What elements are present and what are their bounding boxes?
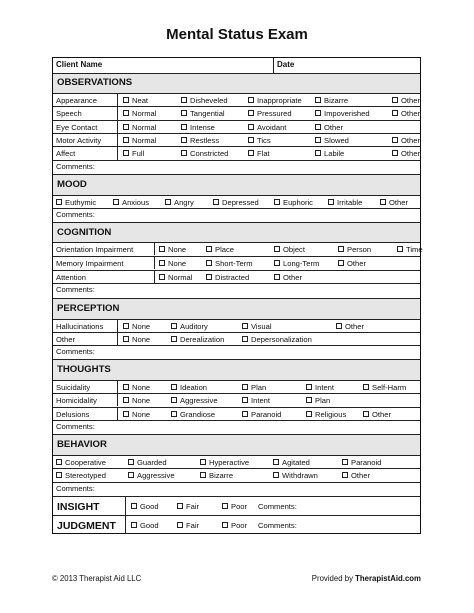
option-label: Neat — [132, 96, 149, 105]
observations-row-appearance — [53, 93, 420, 107]
behavior-row — [53, 455, 420, 469]
option-label: Person — [347, 245, 372, 254]
option-label: Intent — [251, 396, 270, 405]
judgment-row — [53, 515, 420, 534]
option-short-term[interactable] — [206, 257, 253, 270]
mood-comments[interactable] — [53, 208, 420, 222]
thoughts-comments[interactable] — [53, 420, 420, 434]
option-aggressive[interactable] — [128, 469, 175, 482]
row-label: Homicidality — [56, 396, 97, 405]
option-label: Irritable — [337, 198, 363, 207]
checkbox-icon[interactable] — [222, 503, 228, 509]
checkbox-icon[interactable] — [392, 150, 398, 156]
divider — [125, 516, 126, 534]
option-intent[interactable] — [242, 394, 270, 407]
checkbox-icon[interactable] — [274, 274, 280, 280]
option-good[interactable] — [131, 519, 159, 532]
checkbox-icon[interactable] — [306, 397, 312, 403]
observations-row-speech — [53, 106, 420, 120]
row-label: Orientation Impairment — [56, 245, 134, 254]
option-label: Intent — [315, 383, 334, 392]
option-label: Depersonalization — [251, 335, 312, 344]
checkbox-icon[interactable] — [242, 336, 248, 342]
option-label: Other — [401, 149, 420, 158]
option-label: Other — [351, 471, 370, 480]
thoughts-row-delusions — [53, 407, 420, 420]
option-label: Distracted — [215, 273, 250, 282]
option-label: Other — [401, 96, 420, 105]
comments-label: Comments: — [56, 422, 95, 431]
checkbox-icon[interactable] — [123, 110, 129, 116]
divider — [125, 497, 126, 515]
footer-copyright: © 2013 Therapist Aid LLC — [52, 574, 142, 583]
option-person[interactable] — [338, 243, 371, 256]
checkbox-icon[interactable] — [159, 274, 165, 280]
client-name-label: Client Name — [56, 60, 103, 69]
option-label: Fair — [186, 502, 200, 511]
cognition-row-attention — [53, 270, 420, 283]
option-label: Constricted — [190, 149, 229, 158]
divider — [117, 394, 118, 406]
divider — [117, 333, 118, 345]
checkbox-icon[interactable] — [242, 384, 248, 390]
checkbox-icon[interactable] — [123, 150, 129, 156]
checkbox-icon[interactable] — [248, 137, 254, 143]
option-label: Stereotyped — [65, 471, 106, 480]
checkbox-icon[interactable] — [171, 336, 177, 342]
checkbox-icon[interactable] — [181, 137, 187, 143]
option-withdrawn[interactable] — [273, 469, 318, 482]
option-bizarre[interactable] — [200, 469, 233, 482]
option-label: Object — [283, 245, 305, 254]
checkbox-icon[interactable] — [159, 260, 165, 266]
observations-comments[interactable] — [53, 160, 420, 174]
thoughts-row-suicidality — [53, 380, 420, 393]
section-title: COGNITION — [57, 227, 112, 238]
divider — [273, 58, 274, 73]
checkbox-icon[interactable] — [213, 199, 219, 205]
option-label: None — [132, 383, 151, 392]
cognition-row-memory-impairment — [53, 256, 420, 269]
option-other[interactable] — [342, 469, 370, 482]
option-other[interactable] — [392, 107, 420, 120]
checkbox-icon[interactable] — [56, 199, 62, 205]
checkbox-icon[interactable] — [123, 323, 129, 329]
option-label: Good — [140, 521, 159, 530]
comments-label: Comments: — [56, 347, 95, 356]
row-label: Attention — [56, 273, 86, 282]
option-label: Inappropriate — [257, 96, 302, 105]
checkbox-icon[interactable] — [123, 97, 129, 103]
option-label: Self-Harm — [372, 383, 407, 392]
option-label: Short-Term — [215, 259, 253, 268]
row-label: Appearance — [56, 96, 97, 105]
option-label: Bizarre — [324, 96, 349, 105]
option-long-term[interactable] — [274, 257, 319, 270]
option-poor[interactable] — [222, 500, 247, 513]
cognition-comments[interactable] — [53, 283, 420, 298]
checkbox-icon[interactable] — [181, 124, 187, 130]
option-label: Other — [389, 198, 408, 207]
checkbox-icon[interactable] — [306, 411, 312, 417]
option-label: Grandiose — [180, 410, 216, 419]
checkbox-icon[interactable] — [328, 199, 334, 205]
checkbox-icon[interactable] — [171, 411, 177, 417]
option-flat[interactable] — [248, 147, 270, 160]
option-full[interactable] — [123, 147, 144, 160]
checkbox-icon[interactable] — [200, 472, 206, 478]
checkbox-icon[interactable] — [273, 459, 279, 465]
checkbox-icon[interactable] — [123, 137, 129, 143]
checkbox-icon[interactable] — [123, 411, 129, 417]
option-label: Religious — [315, 410, 347, 419]
option-label: Guarded — [137, 458, 167, 467]
checkbox-icon[interactable] — [338, 260, 344, 266]
option-label: Other — [283, 273, 302, 282]
option-place[interactable] — [206, 243, 234, 256]
checkbox-icon[interactable] — [123, 384, 129, 390]
option-label: Other — [345, 322, 364, 331]
row-label: Speech — [56, 109, 82, 118]
option-label: Normal — [132, 109, 157, 118]
cognition-row-orientation-impairment — [53, 242, 423, 255]
option-label: Full — [132, 149, 145, 158]
checkbox-icon[interactable] — [306, 384, 312, 390]
checkbox-icon[interactable] — [56, 459, 62, 465]
option-other[interactable] — [392, 147, 420, 160]
checkbox-icon[interactable] — [222, 522, 228, 528]
option-label: Tangential — [190, 109, 225, 118]
option-label: Ideation — [180, 383, 208, 392]
comments-label: Comments: — [56, 210, 95, 219]
mood-options-row — [53, 195, 420, 208]
judgment-label: JUDGMENT — [57, 520, 116, 532]
checkbox-icon[interactable] — [165, 199, 171, 205]
checkbox-icon[interactable] — [315, 97, 321, 103]
observations-row-affect — [53, 146, 420, 160]
option-label: Good — [140, 502, 159, 511]
checkbox-icon[interactable] — [274, 199, 280, 205]
option-label: Fair — [186, 521, 200, 530]
option-label: Depressed — [222, 198, 259, 207]
checkbox-icon[interactable] — [392, 97, 398, 103]
date-field[interactable] — [277, 58, 417, 73]
comments-label: Comments: — [258, 521, 297, 530]
section-title: MOOD — [57, 179, 87, 190]
option-label: None — [132, 322, 151, 331]
comments-label: Comments: — [56, 285, 95, 294]
option-label: Normal — [132, 136, 157, 145]
checkbox-icon[interactable] — [380, 199, 386, 205]
option-label: Visual — [251, 322, 272, 331]
divider — [154, 271, 155, 283]
option-label: Normal — [168, 273, 193, 282]
section-observations — [53, 73, 420, 93]
row-label: Delusions — [56, 410, 90, 419]
option-label: Restless — [190, 136, 220, 145]
checkbox-icon[interactable] — [177, 522, 183, 528]
option-pressured[interactable] — [248, 107, 292, 120]
option-label: Poor — [231, 502, 248, 511]
option-label: Bizarre — [209, 471, 234, 480]
checkbox-icon[interactable] — [342, 472, 348, 478]
option-label: Other — [401, 136, 420, 145]
checkbox-icon[interactable] — [206, 246, 212, 252]
checkbox-icon[interactable] — [171, 323, 177, 329]
option-tangential[interactable] — [181, 107, 225, 120]
option-label: Impoverished — [324, 109, 370, 118]
option-label: Paranoid — [251, 410, 282, 419]
row-label: Eye Contact — [56, 123, 98, 132]
divider — [117, 147, 118, 160]
option-none[interactable] — [123, 394, 150, 407]
option-label: None — [168, 259, 187, 268]
row-label: Suicidality — [56, 383, 91, 392]
section-perception — [53, 298, 420, 319]
option-label: None — [132, 396, 151, 405]
option-label: Pressured — [257, 109, 292, 118]
checkbox-icon[interactable] — [363, 411, 369, 417]
option-plan[interactable] — [306, 394, 330, 407]
option-label: Tics — [257, 136, 271, 145]
option-label: Paranoid — [351, 458, 382, 467]
option-label: Other — [372, 410, 391, 419]
perception-row-other — [53, 332, 420, 345]
divider — [154, 243, 155, 255]
option-label: Slowed — [324, 136, 349, 145]
option-label: None — [132, 410, 151, 419]
divider — [117, 320, 118, 332]
behavior-row — [53, 468, 420, 481]
option-label: Long-Term — [283, 259, 320, 268]
checkbox-icon[interactable] — [113, 199, 119, 205]
checkbox-icon[interactable] — [392, 110, 398, 116]
comments-label: Comments: — [56, 162, 95, 171]
divider — [117, 408, 118, 420]
option-poor[interactable] — [222, 519, 247, 532]
row-label: Other — [56, 335, 75, 344]
checkbox-icon[interactable] — [128, 459, 134, 465]
checkbox-icon[interactable] — [131, 503, 137, 509]
thoughts-row-homicidality — [53, 393, 420, 406]
option-label: Derealization — [180, 335, 225, 344]
option-label: Disheveled — [190, 96, 228, 105]
client-name-field[interactable] — [56, 58, 276, 73]
insight-label: INSIGHT — [57, 501, 100, 513]
perception-row-hallucinations — [53, 319, 420, 332]
checkbox-icon[interactable] — [248, 110, 254, 116]
row-label: Memory Impairment — [56, 259, 124, 268]
option-label: Anxious — [122, 198, 150, 207]
footer-provided-prefix: Provided by — [311, 574, 356, 583]
checkbox-icon[interactable] — [181, 97, 187, 103]
checkbox-icon[interactable] — [242, 397, 248, 403]
checkbox-icon[interactable] — [171, 397, 177, 403]
checkbox-icon[interactable] — [128, 472, 134, 478]
option-label: Other — [401, 109, 420, 118]
checkbox-icon[interactable] — [123, 336, 129, 342]
option-label: Auditory — [180, 322, 208, 331]
option-label: Angry — [174, 198, 194, 207]
checkbox-icon[interactable] — [242, 323, 248, 329]
option-label: None — [132, 335, 151, 344]
row-label: Motor Activity — [56, 136, 102, 145]
divider — [117, 381, 118, 393]
checkbox-icon[interactable] — [181, 150, 187, 156]
option-impoverished[interactable] — [315, 107, 370, 120]
checkbox-icon[interactable] — [338, 246, 344, 252]
row-label: Affect — [56, 149, 76, 158]
footer-provided-site: TherapistAid.com — [355, 574, 421, 583]
page-title: Mental Status Exam — [166, 26, 308, 43]
option-label: Poor — [231, 521, 248, 530]
option-label: Labile — [324, 149, 345, 158]
checkbox-icon[interactable] — [363, 384, 369, 390]
divider — [117, 107, 118, 120]
checkbox-icon[interactable] — [248, 150, 254, 156]
option-aggressive[interactable] — [171, 394, 218, 407]
option-label: Agitated — [282, 458, 310, 467]
option-label: Hyperactive — [209, 458, 250, 467]
checkbox-icon[interactable] — [397, 246, 403, 252]
section-title: PERCEPTION — [57, 303, 120, 314]
checkbox-icon[interactable] — [248, 124, 254, 130]
observations-row-motor-activity — [53, 133, 420, 147]
checkbox-icon[interactable] — [315, 110, 321, 116]
option-label: Place — [215, 245, 234, 254]
option-label: Euthymic — [65, 198, 97, 207]
checkbox-icon[interactable] — [315, 150, 321, 156]
option-none[interactable] — [159, 257, 186, 270]
section-cognition — [53, 222, 420, 242]
checkbox-icon[interactable] — [336, 323, 342, 329]
footer-provided — [312, 574, 421, 583]
section-mood — [53, 174, 420, 195]
option-label: Other — [324, 123, 343, 132]
option-label: Other — [347, 259, 366, 268]
section-title: BEHAVIOR — [57, 439, 107, 450]
option-label: Euphoric — [283, 198, 313, 207]
checkbox-icon[interactable] — [273, 472, 279, 478]
option-other[interactable] — [338, 257, 366, 270]
option-label: Aggressive — [180, 396, 218, 405]
insight-row — [53, 496, 420, 515]
divider — [154, 257, 155, 269]
checkbox-icon[interactable] — [274, 260, 280, 266]
section-behavior — [53, 434, 420, 455]
checkbox-icon[interactable] — [56, 472, 62, 478]
option-object[interactable] — [274, 243, 305, 256]
mental-status-form — [52, 57, 421, 534]
section-title: THOUGHTS — [57, 364, 111, 375]
option-label: Time — [406, 245, 423, 254]
option-label: Intense — [190, 123, 215, 132]
checkbox-icon[interactable] — [177, 503, 183, 509]
section-thoughts — [53, 359, 420, 380]
checkbox-icon[interactable] — [181, 110, 187, 116]
comments-label: Comments: — [56, 484, 95, 493]
checkbox-icon[interactable] — [315, 137, 321, 143]
option-label: Plan — [251, 383, 267, 392]
option-label: Normal — [132, 123, 157, 132]
option-constricted[interactable] — [181, 147, 228, 160]
option-normal[interactable] — [123, 107, 156, 120]
observations-row-eye-contact — [53, 120, 420, 134]
option-none[interactable] — [159, 243, 186, 256]
option-label: Cooperative — [65, 458, 106, 467]
option-label: Aggressive — [137, 471, 175, 480]
checkbox-icon[interactable] — [131, 522, 137, 528]
perception-comments[interactable] — [53, 345, 420, 359]
option-labile[interactable] — [315, 147, 344, 160]
checkbox-icon[interactable] — [206, 260, 212, 266]
option-label: None — [168, 245, 187, 254]
option-fair[interactable] — [177, 500, 199, 513]
checkbox-icon[interactable] — [315, 124, 321, 130]
option-fair[interactable] — [177, 519, 199, 532]
checkbox-icon[interactable] — [342, 459, 348, 465]
checkbox-icon[interactable] — [248, 97, 254, 103]
checkbox-icon[interactable] — [392, 137, 398, 143]
checkbox-icon[interactable] — [171, 384, 177, 390]
option-label: Flat — [257, 149, 270, 158]
behavior-comments[interactable] — [53, 482, 420, 496]
option-good[interactable] — [131, 500, 159, 513]
option-label: Plan — [315, 396, 331, 405]
row-label: Hallucinations — [56, 322, 104, 331]
option-time[interactable] — [397, 243, 423, 256]
checkbox-icon[interactable] — [123, 397, 129, 403]
checkbox-icon[interactable] — [123, 124, 129, 130]
option-label: Avoidant — [257, 123, 287, 132]
date-label: Date — [277, 60, 295, 69]
checkbox-icon[interactable] — [274, 246, 280, 252]
option-label: Withdrawn — [282, 471, 318, 480]
checkbox-icon[interactable] — [242, 411, 248, 417]
section-title: OBSERVATIONS — [57, 77, 133, 88]
option-stereotyped[interactable] — [56, 469, 106, 482]
header-row — [53, 58, 420, 73]
checkbox-icon[interactable] — [159, 246, 165, 252]
checkbox-icon[interactable] — [200, 459, 206, 465]
checkbox-icon[interactable] — [206, 274, 212, 280]
comments-label: Comments: — [258, 502, 297, 511]
